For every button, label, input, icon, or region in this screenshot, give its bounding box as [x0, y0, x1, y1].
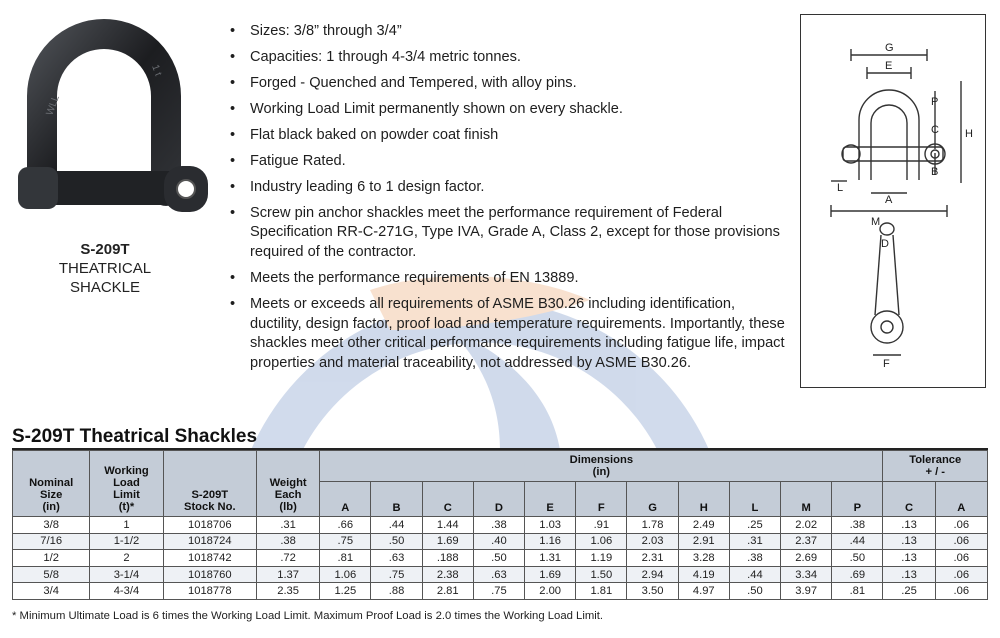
col-header-weight: Weight Each (lb): [256, 451, 319, 517]
table-cell: 2.38: [422, 566, 473, 583]
table-cell: 2.69: [781, 550, 832, 567]
dim-label-p: P: [931, 96, 939, 108]
col-header-dim: A: [320, 482, 371, 517]
pin-marking-text: 1 t: [149, 63, 164, 78]
table-cell: .50: [371, 533, 422, 550]
table-cell: .06: [935, 533, 987, 550]
table-row: [13, 566, 988, 583]
table-cell: .75: [473, 583, 524, 600]
table-cell: 2: [90, 550, 163, 567]
table-cell: .38: [729, 550, 780, 567]
dim-label-m: M: [871, 216, 881, 228]
feature-item: • Forged - Quenched and Tempered, with alloy pins.: [228, 74, 788, 94]
table-title: S-209T Theatrical Shackles: [12, 426, 258, 447]
table-cell: .13: [883, 550, 935, 567]
table-cell: .63: [371, 550, 422, 567]
col-header-stock-no: S-209T Stock No.: [163, 451, 256, 517]
feature-item: • Meets or exceeds all requirements of ASME B30.26 including identification, ductility, design factor, proof load and temperature requirements. Importantly, these shackles meet other critical performance requirements including fatigue life, impact properties and material traceability, not addressed by ASME B30.26.: [228, 295, 788, 373]
table-cell: 3.34: [781, 566, 832, 583]
table-cell: 1018778: [163, 583, 256, 600]
table-cell: .25: [729, 517, 780, 534]
table-cell: .38: [473, 517, 524, 534]
pin-marking-text: WLL: [44, 93, 62, 118]
table-cell: 1.31: [525, 550, 576, 567]
specifications-table: [12, 450, 988, 600]
table-cell: 7/16: [13, 533, 90, 550]
table-cell: 1.16: [525, 533, 576, 550]
table-cell: 1018742: [163, 550, 256, 567]
table-cell: 4.19: [678, 566, 729, 583]
table-cell: 5/8: [13, 566, 90, 583]
feature-item: • Fatigue Rated.: [228, 152, 788, 172]
table-footnote: * Minimum Ultimate Load is 6 times the Working Load Limit. Maximum Proof Load is 2.0 times the Working Load Limit.: [12, 610, 604, 622]
table-cell: .31: [729, 533, 780, 550]
table-cell: .188: [422, 550, 473, 567]
table-cell: .44: [371, 517, 422, 534]
table-cell: .38: [256, 533, 319, 550]
table-cell: 1.03: [525, 517, 576, 534]
table-cell: .81: [832, 583, 883, 600]
table-cell: 2.94: [627, 566, 678, 583]
feature-item: • Sizes: 3/8” through 3/4”: [228, 22, 788, 42]
dim-label-b: B: [931, 166, 939, 178]
shackle-diagram-drawing: [801, 15, 985, 387]
table-row: [13, 533, 988, 550]
col-header-dim: G: [627, 482, 678, 517]
feature-item: • Meets the performance requirements of EN 13889.: [228, 269, 788, 289]
table-row: [13, 550, 988, 567]
table-cell: 2.02: [781, 517, 832, 534]
table-cell: 1/2: [13, 550, 90, 567]
table-cell: 4-3/4: [90, 583, 163, 600]
product-caption: [40, 240, 170, 297]
col-header-working-load-limit: Working Load Limit (t)*: [90, 451, 163, 517]
table-cell: .44: [729, 566, 780, 583]
product-caption-line: THEATRICAL: [58, 260, 152, 277]
table-cell: 2.35: [256, 583, 319, 600]
col-group-tolerance: Tolerance + / -: [883, 451, 988, 482]
dim-label-h: H: [965, 128, 973, 140]
table-cell: 3.50: [627, 583, 678, 600]
table-cell: .13: [883, 517, 935, 534]
col-header-dim: M: [781, 482, 832, 517]
table-cell: .63: [473, 566, 524, 583]
table-cell: .40: [473, 533, 524, 550]
table-cell: 2.81: [422, 583, 473, 600]
table-cell: 3.28: [678, 550, 729, 567]
table-cell: 1.19: [576, 550, 627, 567]
col-header-nominal-size: Nominal Size (in): [13, 451, 90, 517]
dim-label-l: L: [837, 182, 844, 194]
table-cell: .50: [832, 550, 883, 567]
table-cell: 1.37: [256, 566, 319, 583]
feature-item: • Flat black baked on powder coat finish: [228, 126, 788, 146]
table-cell: 2.03: [627, 533, 678, 550]
col-header-dim: H: [678, 482, 729, 517]
table-cell: 1018724: [163, 533, 256, 550]
table-cell: .75: [371, 566, 422, 583]
table-cell: 2.91: [678, 533, 729, 550]
col-header-dim: F: [576, 482, 627, 517]
table-cell: 1-1/2: [90, 533, 163, 550]
table-cell: 1.78: [627, 517, 678, 534]
table-cell: .13: [883, 566, 935, 583]
table-cell: .06: [935, 566, 987, 583]
table-cell: 1.50: [576, 566, 627, 583]
feature-item: • Working Load Limit permanently shown on every shackle.: [228, 100, 788, 120]
dim-label-e: E: [885, 60, 893, 72]
table-cell: 1.44: [422, 517, 473, 534]
col-header-dim: D: [473, 482, 524, 517]
table-cell: 1.81: [576, 583, 627, 600]
col-header-dim: B: [371, 482, 422, 517]
table-cell: 1.69: [525, 566, 576, 583]
feature-item: • Capacities: 1 through 4-3/4 metric tonnes.: [228, 48, 788, 68]
table-cell: .88: [371, 583, 422, 600]
feature-list: [228, 22, 788, 380]
col-group-dimensions: Dimensions (in): [320, 451, 883, 482]
table-cell: .38: [832, 517, 883, 534]
table-cell: 1: [90, 517, 163, 534]
table-row: [13, 583, 988, 600]
col-header-dim: P: [832, 482, 883, 517]
table-cell: 4.97: [678, 583, 729, 600]
col-header-dim: L: [729, 482, 780, 517]
col-header-dim: E: [525, 482, 576, 517]
shackle-photo: [14, 6, 224, 236]
table-body: [13, 517, 988, 600]
col-header-tolerance: A: [935, 482, 987, 517]
table-cell: 1.25: [320, 583, 371, 600]
table-cell: .06: [935, 550, 987, 567]
table-cell: .75: [320, 533, 371, 550]
table-cell: 2.00: [525, 583, 576, 600]
product-model: S-209T: [80, 241, 130, 258]
table-cell: .31: [256, 517, 319, 534]
table-row: [13, 517, 988, 534]
table-cell: 1.06: [576, 533, 627, 550]
table-cell: .25: [883, 583, 935, 600]
table-cell: .72: [256, 550, 319, 567]
table-cell: 1018706: [163, 517, 256, 534]
table-cell: 3.97: [781, 583, 832, 600]
table-cell: .66: [320, 517, 371, 534]
dim-label-c: C: [931, 124, 939, 136]
col-header-dim: C: [422, 482, 473, 517]
table-cell: 3/8: [13, 517, 90, 534]
table-cell: .06: [935, 583, 987, 600]
table-cell: 1.69: [422, 533, 473, 550]
table-cell: .50: [473, 550, 524, 567]
dim-label-g: G: [885, 42, 894, 54]
table-cell: .13: [883, 533, 935, 550]
table-cell: 2.31: [627, 550, 678, 567]
table-cell: 3/4: [13, 583, 90, 600]
table-cell: .81: [320, 550, 371, 567]
table-cell: .06: [935, 517, 987, 534]
table-cell: 2.37: [781, 533, 832, 550]
table-cell: .50: [729, 583, 780, 600]
dim-label-d: D: [881, 238, 889, 250]
table-cell: 1018760: [163, 566, 256, 583]
dim-label-f: F: [883, 358, 890, 370]
table-cell: .91: [576, 517, 627, 534]
table-cell: 2.49: [678, 517, 729, 534]
feature-item: • Screw pin anchor shackles meet the performance requirement of Federal Specification RR-C-271G, Type IVA, Grade A, Class 2, except for those provisions required of the contractor.: [228, 204, 788, 263]
col-header-tolerance: C: [883, 482, 935, 517]
dimension-diagram: [800, 14, 986, 388]
table-cell: 3-1/4: [90, 566, 163, 583]
feature-item: • Industry leading 6 to 1 design factor.: [228, 178, 788, 198]
table-cell: 1.06: [320, 566, 371, 583]
dim-label-a: A: [885, 194, 893, 206]
product-caption-line: SHACKLE: [69, 279, 141, 296]
table-cell: .69: [832, 566, 883, 583]
table-cell: .44: [832, 533, 883, 550]
